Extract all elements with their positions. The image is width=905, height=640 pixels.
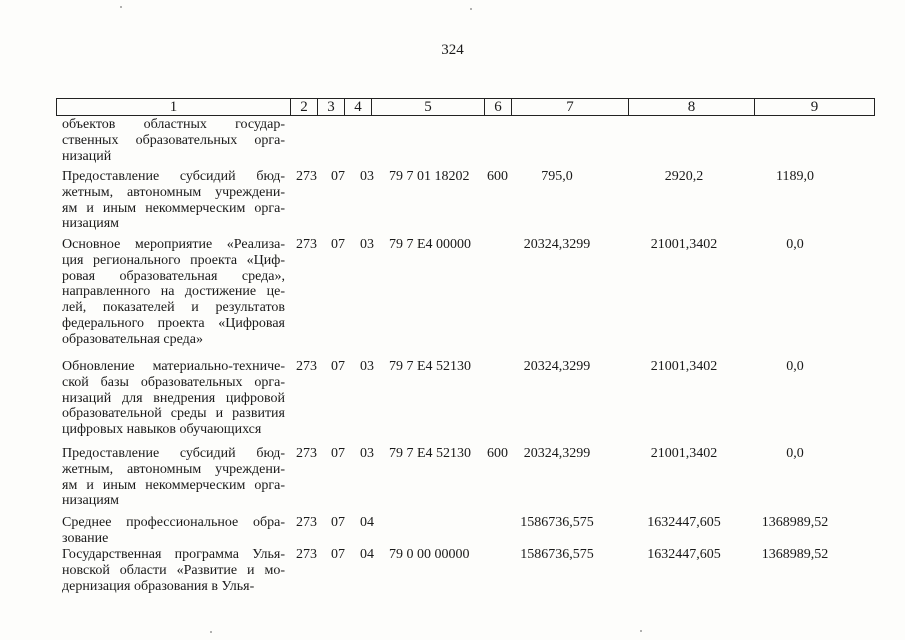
header-col-9: 9 — [754, 99, 874, 115]
cell-c4: 03 — [360, 169, 374, 184]
header-col-1: 1 — [169, 99, 178, 115]
cell-c9: 0,0 — [786, 359, 804, 374]
header-col-6: 6 — [484, 99, 511, 115]
cell-c5: 79 7 E4 00000 — [389, 237, 472, 252]
cell-c7: 20324,3299 — [523, 446, 591, 461]
page-number: 324 — [441, 42, 464, 58]
row-name — [62, 446, 285, 509]
row-name-line: объектов областных государ- — [62, 117, 285, 132]
cell-c9: 1368989,52 — [761, 547, 829, 562]
cell-c2: 273 — [296, 237, 317, 252]
scan-speck — [640, 630, 642, 632]
row-name — [62, 359, 285, 438]
cell-c3: 07 — [331, 359, 345, 374]
scan-speck — [210, 631, 212, 633]
cell-c5: 79 7 E4 52130 — [389, 359, 472, 374]
cell-c4: 03 — [360, 359, 374, 374]
row-name-line: Предоставление субсидий бюд- — [62, 446, 285, 461]
row-name-line: низациям — [62, 493, 120, 509]
row-name-line: низаций для внедрения цифровой — [62, 390, 285, 406]
cell-c7: 20324,3299 — [523, 237, 591, 252]
row-name — [62, 169, 285, 232]
row-name-line: ской базы образовательных орга- — [62, 374, 285, 390]
row-name-line: жетным, автономным учреждени- — [62, 461, 285, 477]
cell-c2: 273 — [296, 446, 317, 461]
cell-c8: 21001,3402 — [650, 359, 718, 374]
cell-c4: 04 — [360, 515, 374, 530]
row-name-line: федерального проекта «Цифровая — [62, 315, 285, 331]
header-col-7: 7 — [511, 99, 628, 115]
row-name-line: жетным, автономным учреждени- — [62, 184, 285, 200]
cell-c6: 600 — [487, 169, 508, 184]
row-name-line: образовательная среда» — [62, 331, 203, 347]
cell-c8: 1632447,605 — [647, 547, 721, 562]
cell-c3: 07 — [331, 446, 345, 461]
cell-c8: 2920,2 — [664, 169, 704, 184]
cell-c8: 21001,3402 — [650, 446, 718, 461]
row-name-line: лей, показателей и результатов — [62, 300, 285, 316]
header-col-5: 5 — [371, 99, 484, 115]
cell-c5: 79 0 00 00000 — [389, 547, 470, 562]
cell-c8: 1632447,605 — [647, 515, 721, 530]
cell-c5: 79 7 E4 52130 — [389, 446, 472, 461]
row-name-line: Основное мероприятие «Реализа- — [62, 237, 285, 252]
cell-c2: 273 — [296, 359, 317, 374]
row-name-line: новской области «Развитие и мо- — [62, 562, 285, 578]
cell-c9: 1368989,52 — [761, 515, 829, 530]
header-col-8: 8 — [628, 99, 754, 115]
cell-c9: 1189,0 — [776, 169, 814, 184]
cell-c5: 79 7 01 18202 — [389, 169, 470, 184]
cell-c7: 20324,3299 — [523, 359, 591, 374]
cell-c9: 0,0 — [786, 446, 804, 461]
row-name-line: ровая образовательная среда», — [62, 268, 285, 284]
cell-c4: 03 — [360, 446, 374, 461]
cell-c9: 0,0 — [786, 237, 804, 252]
row-name-line: цифровых навыков обучающихся — [62, 422, 262, 438]
cell-c3: 07 — [331, 237, 345, 252]
row-name-line: зование — [62, 530, 109, 546]
row-name-line: Среднее профессиональное обра- — [62, 515, 285, 530]
row-name-line: Обновление материально-техниче- — [62, 359, 285, 374]
cell-c6: 600 — [487, 446, 508, 461]
row-name — [62, 515, 285, 547]
row-name-line: образовательной среды и развития — [62, 406, 285, 422]
header-col-2: 2 — [290, 99, 317, 115]
row-name-line: дернизация образования в Улья- — [62, 578, 255, 594]
cell-c7: 1586736,575 — [520, 547, 594, 562]
row-name-line: Государственная программа Улья- — [62, 547, 285, 562]
header-col-4: 4 — [344, 99, 371, 115]
cell-c2: 273 — [296, 515, 317, 530]
row-name-line: низаций — [62, 148, 112, 164]
row-name-line: ция регионального проекта «Циф- — [62, 252, 285, 268]
table-header — [56, 98, 875, 116]
row-name-line: ственных образовательных орга- — [62, 132, 285, 148]
cell-c3: 07 — [331, 169, 345, 184]
scan-speck — [470, 8, 472, 10]
row-name — [62, 117, 285, 164]
header-col-3: 3 — [317, 99, 344, 115]
cell-c2: 273 — [296, 169, 317, 184]
cell-c7: 1586736,575 — [520, 515, 594, 530]
row-name-line: Предоставление субсидий бюд- — [62, 169, 285, 184]
cell-c7: 795,0 — [541, 169, 573, 184]
cell-c4: 03 — [360, 237, 374, 252]
cell-c4: 04 — [360, 547, 374, 562]
cell-c3: 07 — [331, 515, 345, 530]
cell-c3: 07 — [331, 547, 345, 562]
row-name — [62, 547, 285, 594]
row-name-line: ям и иным некоммерческим орга- — [62, 200, 285, 216]
scan-speck — [120, 6, 122, 8]
row-name-line: направленного на достижение це- — [62, 284, 285, 300]
cell-c2: 273 — [296, 547, 317, 562]
cell-c8: 21001,3402 — [650, 237, 718, 252]
row-name-line: ям и иным некоммерческим орга- — [62, 477, 285, 493]
row-name-line: низациям — [62, 216, 120, 232]
row-name — [62, 237, 285, 348]
